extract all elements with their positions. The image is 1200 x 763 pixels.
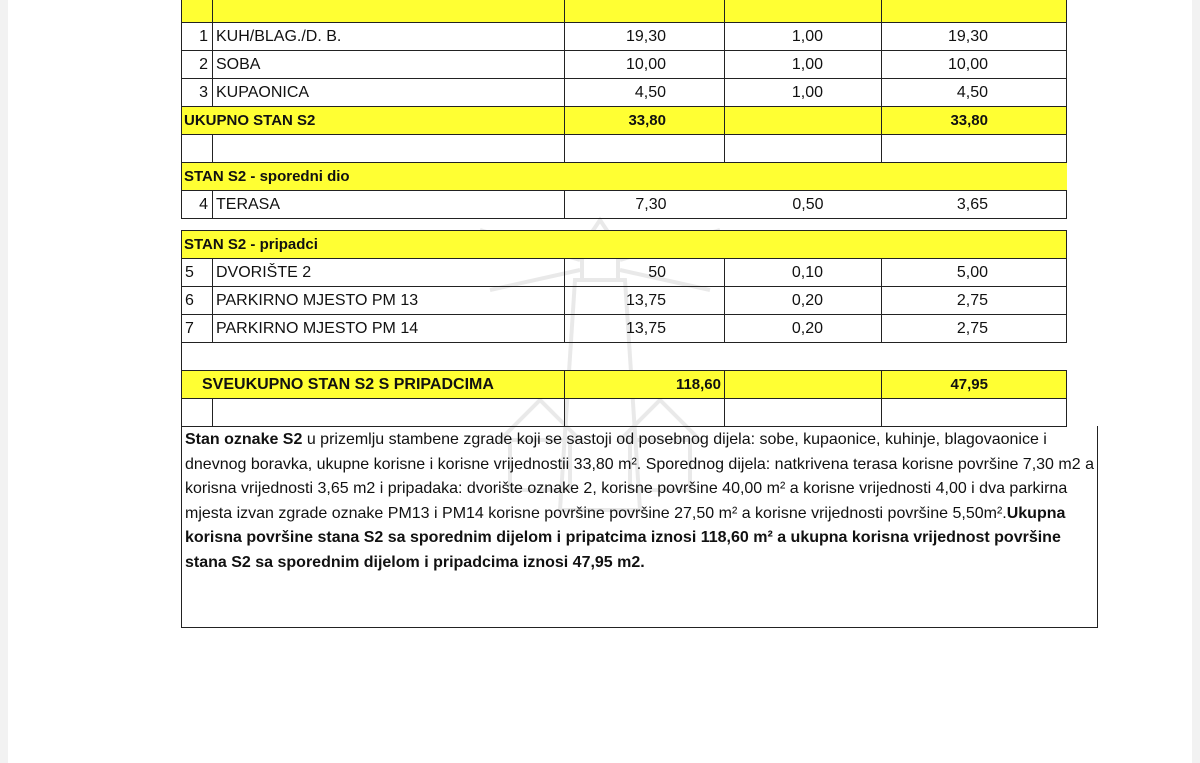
table-row	[182, 191, 1067, 219]
item-value: 2,75	[882, 315, 1067, 343]
room-coef: 1,00	[725, 51, 882, 79]
room-area: 19,30	[565, 23, 725, 51]
table-row	[182, 51, 1067, 79]
description-bold-summary: Ukupna korisna površine stana S2 sa sporednim dijelom i pripatcima iznosi 118,60 m² a ukupna korisna vrijednost površine stana S2 sa sporednim dijelom i pripadcima iznosi 47,95 m2.	[185, 504, 1066, 571]
room-coef: 1,00	[725, 23, 882, 51]
item-coef: 0,20	[725, 287, 882, 315]
ukupno-area: 33,80	[565, 107, 725, 135]
room-area: 10,00	[565, 51, 725, 79]
description-text: u prizemlju stambene zgrade koji se sastoji od posebnog dijela: sobe, kupaonice, kuhinje, blagovaonice i dnevnog boravka, ukupne korisne i korisne vrijednostii 33,80 m². Sporednog dijela: natkrivena terasa korisne površine 7,30 m2 a korisna vrijednosti 3,65 m2 i pripadaka: dvorište oznake 2, korisne površine 40,00 m² a korisne vrijednosti 4,00 i dva parkirna mjesta izvan zgrade oznake PM13 i PM14 korisne površine površine 27,50 m² a korisne vrijednosti površine 5,50m².	[185, 431, 1094, 522]
sporedni-title: STAN S2 - sporedni dio	[182, 163, 1067, 191]
ukupno-label: UKUPNO STAN S2	[182, 107, 565, 135]
row-number: 7	[182, 315, 213, 343]
sveukupno-row	[182, 371, 1067, 399]
item-area: 13,75	[565, 287, 725, 315]
item-value: 2,75	[882, 287, 1067, 315]
table-row	[182, 287, 1067, 315]
room-value: 3,65	[882, 191, 1067, 219]
table-row	[182, 23, 1067, 51]
room-coef: 0,50	[725, 191, 882, 219]
room-name: KUPAONICA	[213, 79, 565, 107]
item-coef: 0,10	[725, 259, 882, 287]
sveukupno-value: 47,95	[882, 371, 1067, 399]
room-value: 19,30	[882, 23, 1067, 51]
item-name: DVORIŠTE 2	[213, 259, 565, 287]
row-number: 2	[182, 51, 213, 79]
item-area: 13,75	[565, 315, 725, 343]
row-number: 3	[182, 79, 213, 107]
room-name: SOBA	[213, 51, 565, 79]
item-name: PARKIRNO MJESTO PM 13	[213, 287, 565, 315]
sporedni-header	[182, 163, 1067, 191]
room-coef: 1,00	[725, 79, 882, 107]
pripadci-table	[181, 230, 1067, 427]
ukupno-value: 33,80	[882, 107, 1067, 135]
row-number: 1	[182, 23, 213, 51]
empty-row	[182, 135, 1067, 163]
table-row	[182, 79, 1067, 107]
description-bold-intro: Stan oznake S2	[185, 431, 303, 448]
table-row	[182, 315, 1067, 343]
item-coef: 0,20	[725, 315, 882, 343]
empty-row	[182, 399, 1067, 427]
pripadci-title: STAN S2 - pripadci	[182, 231, 1067, 259]
item-name: PARKIRNO MJESTO PM 14	[213, 315, 565, 343]
row-number: 4	[182, 191, 213, 219]
room-value: 10,00	[882, 51, 1067, 79]
row-number: 6	[182, 287, 213, 315]
ukupno-row	[182, 107, 1067, 135]
room-value: 4,50	[882, 79, 1067, 107]
item-value: 5,00	[882, 259, 1067, 287]
sveukupno-label: SVEUKUPNO STAN S2 S PRIPADCIMA	[182, 371, 565, 399]
room-name: TERASA	[213, 191, 565, 219]
sveukupno-area: 118,60	[565, 371, 725, 399]
empty-row	[182, 343, 1067, 371]
item-area: 50	[565, 259, 725, 287]
pripadci-header	[182, 231, 1067, 259]
stan-table	[181, 0, 1067, 219]
room-name: KUH/BLAG./D. B.	[213, 23, 565, 51]
room-area: 7,30	[565, 191, 725, 219]
description-box	[181, 426, 1098, 628]
row-number: 5	[182, 259, 213, 287]
table-row	[182, 259, 1067, 287]
room-area: 4,50	[565, 79, 725, 107]
